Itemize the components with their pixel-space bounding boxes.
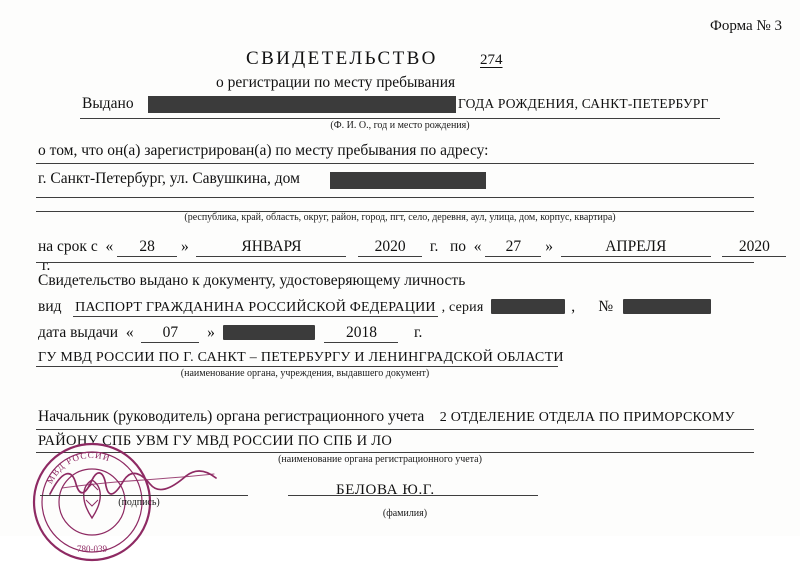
term-g-2: г. [41, 257, 51, 274]
identity-date-row: дата выдачи « 07 » 2018 г. [38, 324, 423, 341]
identity-issuer: ГУ МВД РОССИИ ПО Г. САНКТ – ПЕТЕРБУРГУ И ЛЕНИНГРАДСКОЙ ОБЛАСТИ [38, 350, 564, 365]
stamp-top-text: МВД РОССИИ [44, 449, 112, 486]
certificate-number: 274 [480, 52, 503, 68]
registration-address: г. Санкт-Петербург, ул. Савушкина, дом [38, 170, 300, 187]
hint-signature: (подпись) [118, 497, 160, 508]
term-to-day: 27 [485, 238, 541, 257]
identity-kind-value: ПАСПОРТ ГРАЖДАНИНА РОССИЙСКОЙ ФЕДЕРАЦИИ [75, 300, 436, 315]
hint-family-name: (фамилия) [382, 508, 428, 519]
registration-statement: о том, что он(а) зарегистрирован(а) по месту пребывания по адресу: [38, 142, 489, 159]
identity-date-label: дата выдачи [38, 324, 119, 341]
chief-office-line-1: 2 ОТДЕЛЕНИЕ ОТДЕЛА ПО ПРИМОРСКОМУ [439, 410, 735, 425]
rule-line-5 [36, 262, 754, 263]
identity-kind-row: вид ПАСПОРТ ГРАЖДАНИНА РОССИЙСКОЙ ФЕДЕРАЦИИ , серия , № [38, 298, 711, 317]
issued-to-label: Выдано [82, 95, 134, 112]
hint-issuer: (наименование органа, учреждения, выдавшего документ) [180, 368, 430, 379]
rule-line-8 [36, 452, 754, 453]
redacted-address-detail [330, 172, 486, 189]
term-from-month: ЯНВАРЯ [196, 238, 346, 257]
page-title: СВИДЕТЕЛЬСТВО [246, 48, 438, 69]
term-prefix: на срок с [38, 238, 98, 255]
chief-family-name: БЕЛОВА Ю.Г. [336, 482, 435, 498]
chief-row [38, 408, 735, 426]
form-number-label: Форма № 3 [710, 18, 782, 34]
term-to-month: АПРЕЛЯ [561, 238, 711, 257]
rule-line-2 [36, 163, 754, 164]
term-from-year: 2020 [358, 238, 422, 257]
page-subtitle: о регистрации по месту пребывания [216, 74, 456, 91]
identity-series-label: , серия [441, 300, 484, 315]
term-line: на срок с « 28 » ЯНВАРЯ 2020 г. по « 27 » АПРЕЛЯ 2020 г. [38, 238, 800, 275]
term-to-year: 2020 [722, 238, 786, 257]
identity-kind-label: вид [38, 298, 62, 315]
identity-statement: Свидетельство выдано к документу, удостоверяющему личность [38, 272, 466, 289]
identity-number-label: № [598, 298, 614, 315]
hint-address: (республика, край, область, округ, район, город, пгт, село, деревня, аул, улица, дом, корпус, квартира) [184, 212, 616, 223]
hint-full-name: (Ф. И. О., год и место рождения) [330, 120, 470, 131]
redacted-full-name [148, 96, 456, 113]
redacted-passport-series [491, 299, 565, 314]
identity-date-day: 07 [141, 324, 199, 343]
hint-chief-office: (наименование органа регистрационного учета) [278, 454, 482, 465]
chief-office-line-2: РАЙОНУ СПБ УВМ ГУ МВД РОССИИ ПО СПБ И ЛО [38, 433, 393, 449]
rule-line-6 [36, 366, 558, 367]
identity-date-year: 2018 [324, 324, 398, 343]
stamp-bottom-text: 780-039 [77, 544, 107, 554]
term-middle: по [449, 238, 466, 255]
rule-line-signature [40, 495, 248, 496]
chief-label: Начальник (руководитель) органа регистрационного учета [38, 408, 425, 425]
rule-line-3 [36, 197, 754, 198]
redacted-passport-number [623, 299, 711, 314]
issued-to-tail-text: ГОДА РОЖДЕНИЯ, САНКТ-ПЕТЕРБУРГ [458, 96, 709, 111]
identity-date-g: г. [413, 324, 423, 341]
term-from-day: 28 [117, 238, 177, 257]
rule-line-1 [80, 118, 720, 119]
rule-line-7 [36, 429, 754, 430]
term-g-1: г. [429, 238, 439, 255]
svg-text:МВД РОССИИ [44, 450, 111, 485]
redacted-date-month [223, 325, 315, 340]
